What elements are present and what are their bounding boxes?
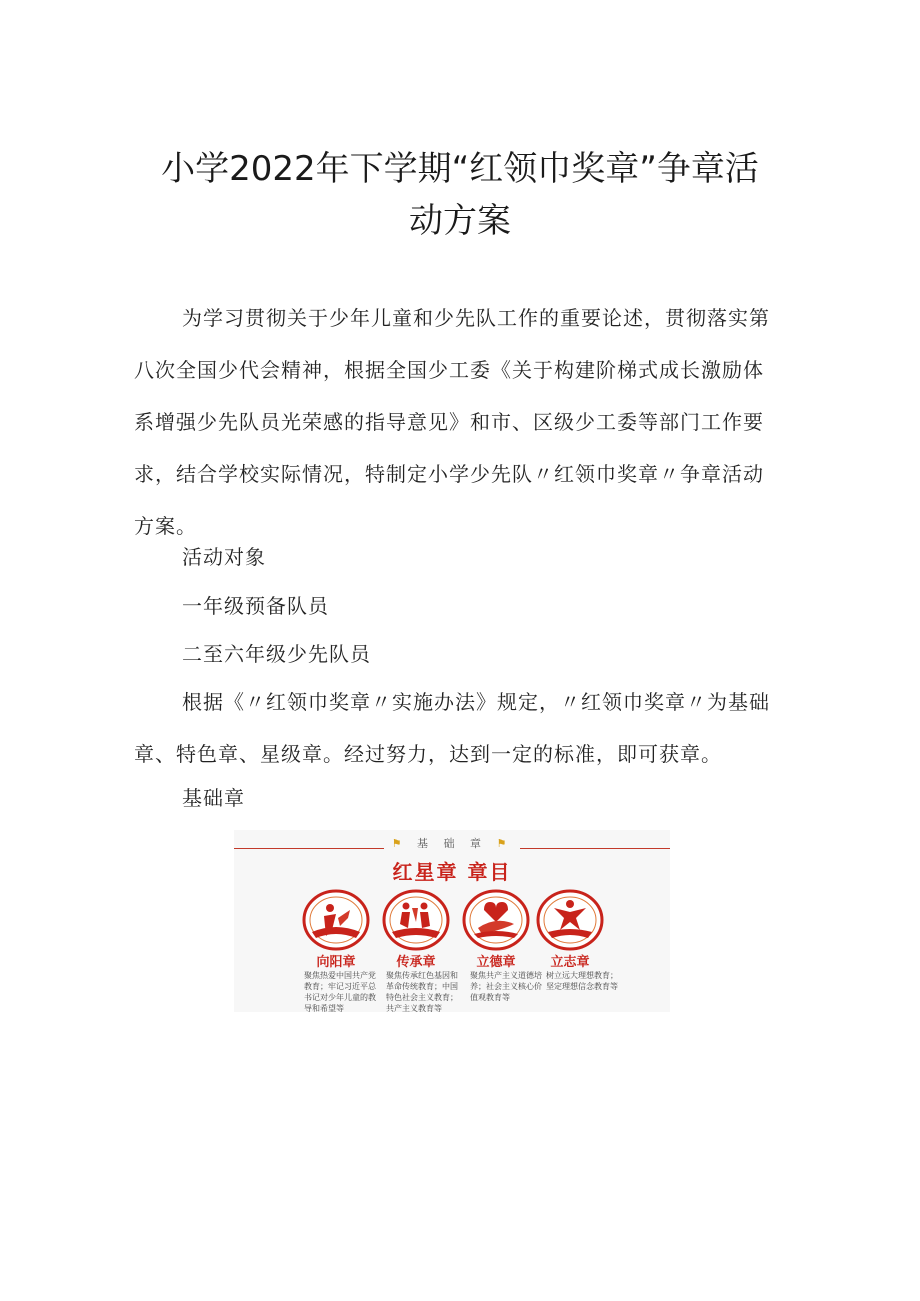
badge-name-lide: 立德章 — [476, 955, 516, 970]
badge-name-lizhi: 立志章 — [550, 955, 590, 970]
figure-title: 红星章 章目 — [392, 860, 512, 884]
child-figure-icon — [302, 888, 370, 952]
flag-icon: ⚑ — [496, 837, 513, 850]
intro-paragraph: 为学习贯彻关于少年儿童和少先队工作的重要论述，贯彻落实第八次全国少代会精神，根据全国少工委《关于构建阶梯式成长激励体系增强少先队员光荣感的指导意见》和市、区级少工委等部门工作要求，结合学校实际情况，特制定小学少先队〃红领巾奖章〃争章活动方案。 — [134, 306, 770, 538]
rules-paragraph: 根据《〃红领巾奖章〃实施办法》规定，〃红领巾奖章〃为基础章、特色章、星级章。经过努力，达到一定的标准，即可获章。 — [134, 690, 770, 766]
section-heading-basic: 基础章 — [182, 786, 245, 810]
badge-name-xiangyang: 向阳章 — [316, 955, 356, 970]
heart-dove-icon — [462, 888, 530, 952]
star-figure-icon — [536, 888, 604, 952]
title-line-2: 动方案 — [409, 201, 511, 241]
document-title — [120, 143, 800, 247]
figure-header-text: 基 础 章 — [417, 837, 487, 850]
badge-desc-lide: 聚焦共产主义道德培养；社会主义核心价值观教育等 — [470, 971, 542, 1002]
raising-hands-icon — [382, 888, 450, 952]
figure-header — [234, 830, 670, 858]
target-item-2: 二至六年级少先队员 — [182, 642, 371, 666]
badge-name-chuancheng: 传承章 — [396, 955, 436, 970]
section-heading-target: 活动对象 — [182, 545, 266, 569]
flag-icon: ⚑ — [391, 837, 408, 850]
badge-desc-xiangyang: 聚焦热爱中国共产党教育；牢记习近平总书记对少年儿童的教导和希望等 — [304, 971, 376, 1012]
target-item-1: 一年级预备队员 — [182, 594, 329, 618]
badge-desc-lizhi: 树立远大理想教育；坚定理想信念教育等 — [546, 971, 618, 991]
badge-desc-chuancheng: 聚焦传承红色基因和革命传统教育；中国特色社会主义教育；共产主义教育等 — [386, 971, 458, 1012]
title-line-1: 小学2022年下学期“红领巾奖章”争章活 — [161, 149, 759, 189]
badge-figure — [234, 830, 670, 1012]
